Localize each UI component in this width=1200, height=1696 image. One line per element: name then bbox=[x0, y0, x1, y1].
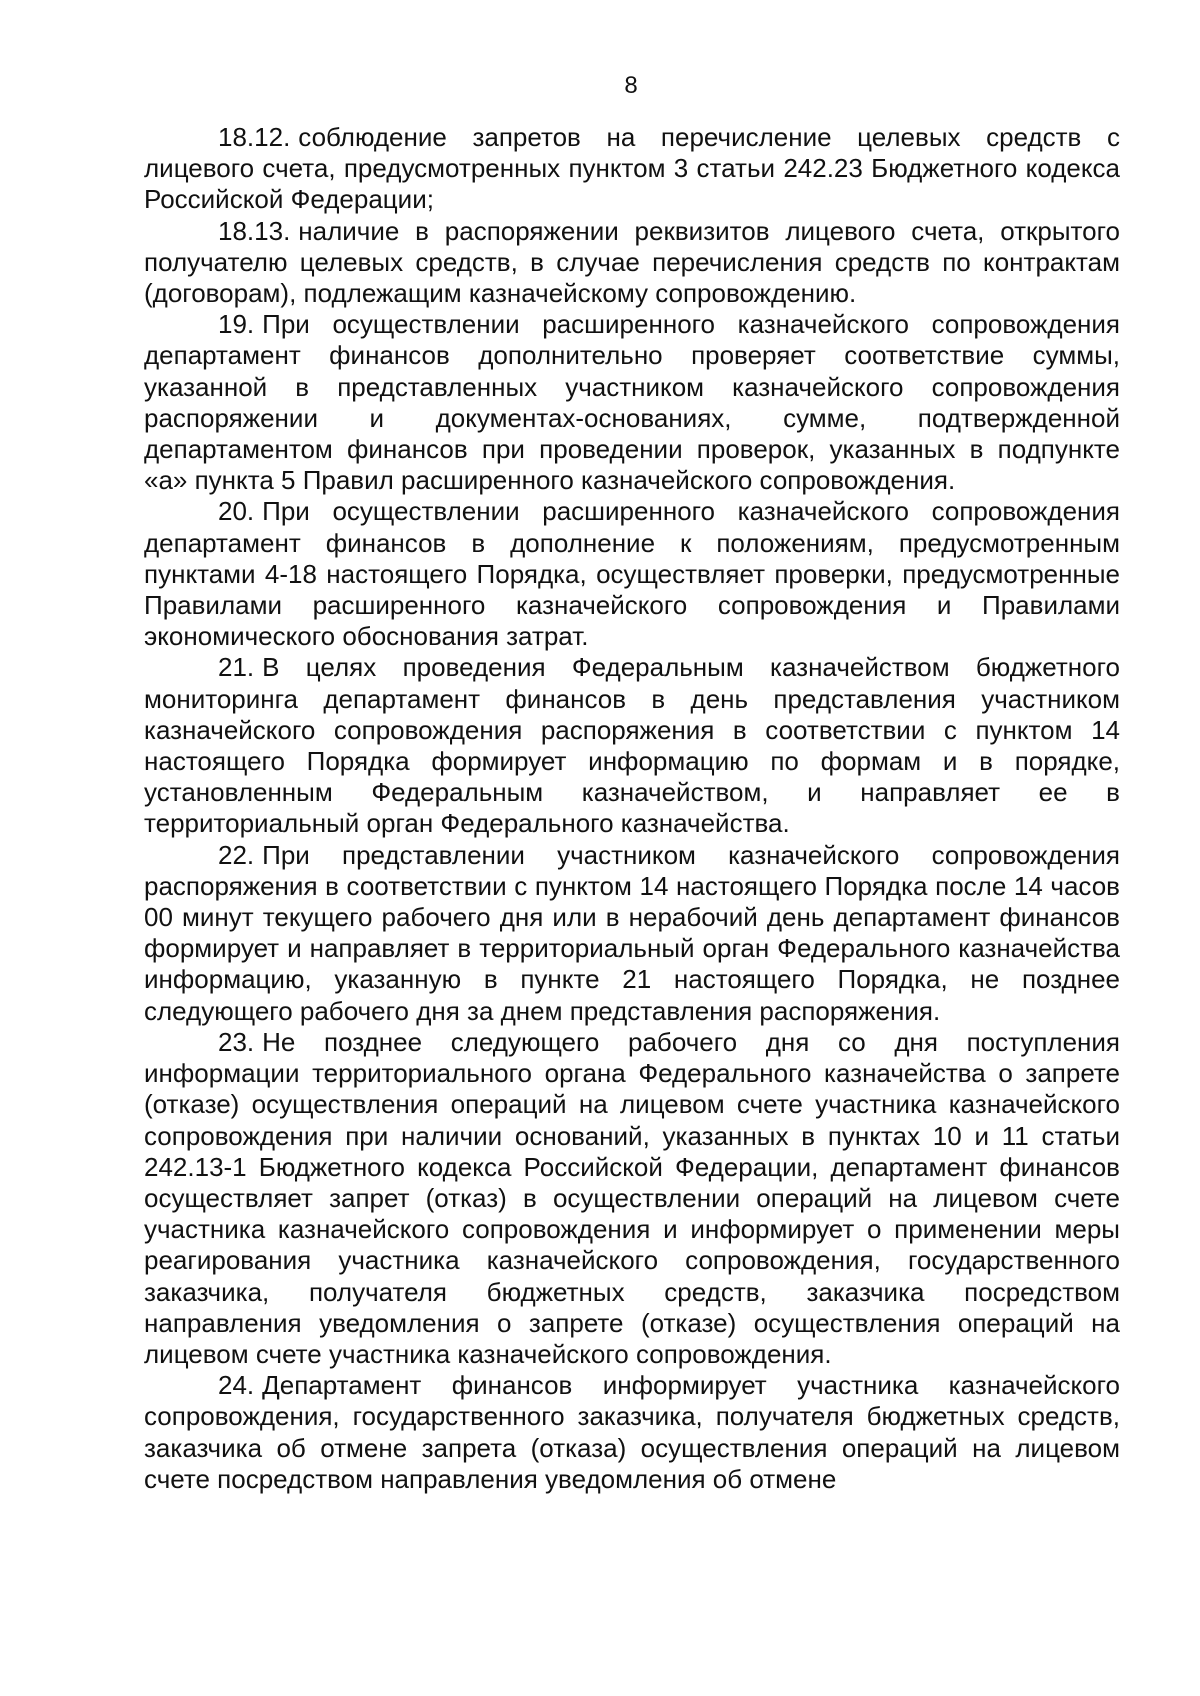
paragraph-text: В целях проведения Федеральным казначейством бюджетного мониторинга департамент финансов в день представления участником казначейского сопровождения распоряжения в соответствии с пунктом 14 настоящего Порядка формирует информацию по формам и в порядке, установленным Федеральным казначейством, и направляет ее в территориальный орган Федерального казначейства. bbox=[144, 652, 1120, 839]
paragraph-number: 19. bbox=[218, 309, 255, 340]
paragraph-number: 18.12. bbox=[218, 122, 291, 152]
paragraph-number: 23. bbox=[218, 1026, 255, 1057]
paragraph-number: 18.13. bbox=[218, 215, 291, 246]
page-number: 8 bbox=[624, 72, 638, 99]
paragraph-text: При осуществлении расширенного казначейского сопровождения департамент финансов дополнительно проверяет соответствие суммы, указанной в представленных участником казначейского сопровождения распоряжении и документах-основаниях, сумме, подтвержденной департаментом финансов при проведении проверок, указанных в подпункте «а» пункта 5 Правил расширенного казначейского сопровождения. bbox=[144, 309, 1120, 496]
paragraph-number: 22. bbox=[218, 839, 255, 870]
paragraph-20 bbox=[144, 496, 1120, 652]
paragraph-18-13 bbox=[144, 216, 1120, 310]
paragraph-23 bbox=[144, 1027, 1120, 1370]
document-body bbox=[144, 122, 1120, 1495]
paragraph-text: соблюдение запретов на перечисление целевых средств с лицевого счета, предусмотренных пунктом 3 статьи 242.23 Бюджетного кодекса Российской Федерации; bbox=[144, 122, 1120, 215]
paragraph-text: Не позднее следующего рабочего дня со дня поступления информации территориального органа Федерального казначейства о запрете (отказе) осуществления операций на лицевом счете участника казначейского сопровождения при наличии оснований, указанных в пунктах 10 и 11 статьи 242.13-1 Бюджетного кодекса Российской Федерации, департамент финансов осуществляет запрет (отказ) в осуществлении операций на лицевом счете участника казначейского сопровождения и информирует о применении меры реагирования участника казначейского сопровождения, государственного заказчика, получателя бюджетных средств, заказчика посредством направления уведомления о запрете (отказе) осуществления операций на лицевом счете участника казначейского сопровождения. bbox=[144, 1026, 1120, 1369]
paragraph-19 bbox=[144, 309, 1120, 496]
paragraph-number: 20. bbox=[218, 496, 255, 527]
paragraph-22 bbox=[144, 840, 1120, 1027]
paragraph-number: 21. bbox=[218, 652, 255, 683]
paragraph-18-12 bbox=[144, 122, 1120, 216]
paragraph-text: При осуществлении расширенного казначейского сопровождения департамент финансов в дополнение к положениям, предусмотренным пунктами 4-18 настоящего Порядка, осуществляет проверки, предусмотренные Правилами расширенного казначейского сопровождения и Правилами экономического обоснования затрат. bbox=[144, 496, 1120, 652]
paragraph-text: Департамент финансов информирует участника казначейского сопровождения, государственного заказчика, получателя бюджетных средств, заказчика об отмене запрета (отказа) осуществления операций на лицевом счете посредством направления уведомления об отмене bbox=[144, 1370, 1120, 1494]
paragraph-number: 24. bbox=[218, 1370, 255, 1401]
paragraph-24 bbox=[144, 1370, 1120, 1495]
paragraph-text: наличие в распоряжении реквизитов лицевого счета, открытого получателю целевых средств, в случае перечисления средств по контрактам (договорам), подлежащим казначейскому сопровождению. bbox=[144, 215, 1120, 309]
paragraph-21 bbox=[144, 652, 1120, 839]
paragraph-text: При представлении участником казначейского сопровождения распоряжения в соответствии с пунктом 14 настоящего Порядка после 14 часов 00 минут текущего рабочего дня или в нерабочий день департамент финансов формирует и направляет в территориальный орган Федерального казначейства информацию, указанную в пункте 21 настоящего Порядка, не позднее следующего рабочего дня за днем представления распоряжения. bbox=[144, 839, 1120, 1026]
